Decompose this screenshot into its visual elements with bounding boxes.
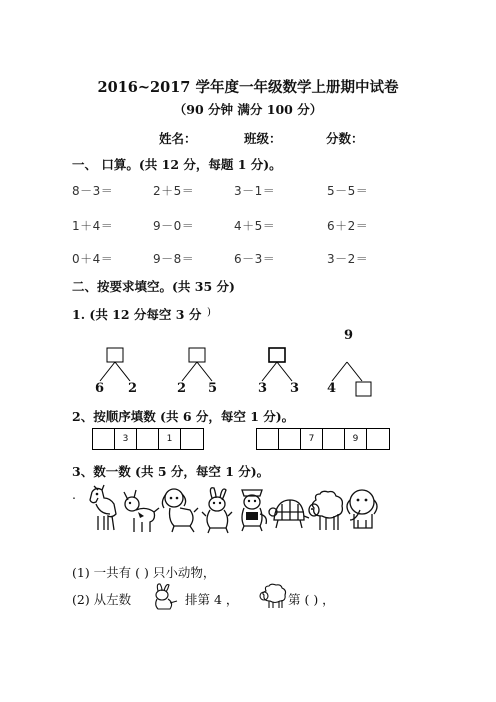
tree3-top-answer-box[interactable] xyxy=(269,348,285,362)
rabbit-icon xyxy=(200,486,234,534)
small-rabbit-icon xyxy=(150,583,180,611)
question3-label: 3、数一数 (共 5 分，每空 1 分)。 xyxy=(72,464,270,479)
sequence-cell[interactable]: 1 xyxy=(159,429,181,449)
section2-heading: 二、按要求填空。(共 35 分) xyxy=(72,279,235,294)
question1-label: 1. (共 12 分每空 3 分 xyxy=(72,307,202,322)
arithmetic-problem: 0＋4＝ xyxy=(72,252,114,266)
question3-sub1: (1) 一共有 ( ) 只小动物， xyxy=(72,565,216,580)
arithmetic-problem: 8－3＝ xyxy=(72,184,114,198)
arithmetic-problem: 9－8＝ xyxy=(153,252,195,266)
arithmetic-problem: 6＋2＝ xyxy=(327,219,369,233)
number-sequence-row2 xyxy=(256,428,390,450)
arithmetic-problem: 3－1＝ xyxy=(234,184,276,198)
tree2-left-number: 2 xyxy=(177,381,187,396)
tree1-right-number: 2 xyxy=(128,381,138,396)
tree2-right-number: 5 xyxy=(208,381,218,396)
stray-dot: . xyxy=(72,487,76,502)
sequence-cell[interactable]: 7 xyxy=(301,429,323,449)
tree2-top-answer-box[interactable] xyxy=(189,348,205,362)
sequence-cell[interactable] xyxy=(181,429,203,449)
sheep-icon xyxy=(306,490,346,532)
sequence-cell[interactable] xyxy=(137,429,159,449)
sequence-cell[interactable] xyxy=(257,429,279,449)
question3-sub2-prefix: (2) 从左数 xyxy=(72,592,132,607)
tree1-top-answer-box[interactable] xyxy=(107,348,123,362)
dog-icon xyxy=(160,486,200,534)
name-label: 姓名： xyxy=(159,131,197,146)
turtle-icon xyxy=(268,494,310,532)
tree3-left-number: 3 xyxy=(258,381,268,396)
tree1-left-number: 6 xyxy=(95,381,105,396)
question3-sub2-middle: 排第 4 ， xyxy=(185,592,239,607)
arithmetic-problem: 4＋5＝ xyxy=(234,219,276,233)
arithmetic-problem: 6－3＝ xyxy=(234,252,276,266)
question3-sub2-suffix: 第 ( ) ， xyxy=(288,592,335,607)
section1-heading: 一、 口算。(共 12 分，每题 1 分)。 xyxy=(72,157,282,172)
tree3-right-number: 3 xyxy=(290,381,300,396)
class-label: 班级： xyxy=(244,131,282,146)
elephant-icon xyxy=(344,486,380,532)
arithmetic-problem: 3－2＝ xyxy=(327,252,369,266)
tree4-top-number: 9 xyxy=(344,328,354,343)
small-sheep-icon xyxy=(258,583,288,609)
sequence-cell[interactable] xyxy=(279,429,301,449)
arithmetic-problem: 5－5＝ xyxy=(327,184,369,198)
tree4-left-number: 4 xyxy=(327,381,337,396)
sequence-cell[interactable] xyxy=(367,429,389,449)
tree4-right-answer-box[interactable] xyxy=(356,382,371,396)
arithmetic-problem: 1＋4＝ xyxy=(72,219,114,233)
question1-close-paren: ) xyxy=(207,307,211,318)
exam-duration-and-total: （90 分钟 满分 100 分） xyxy=(173,102,323,117)
monkey-icon xyxy=(234,484,270,532)
sequence-cell[interactable] xyxy=(93,429,115,449)
sequence-cell[interactable] xyxy=(323,429,345,449)
horse-icon xyxy=(86,484,122,532)
number-sequence-row1 xyxy=(92,428,204,450)
sequence-cell[interactable]: 3 xyxy=(115,429,137,449)
sequence-cell[interactable]: 9 xyxy=(345,429,367,449)
arithmetic-problem: 9－0＝ xyxy=(153,219,195,233)
arithmetic-problem: 2＋5＝ xyxy=(153,184,195,198)
mule-icon xyxy=(120,490,160,534)
question2-label: 2、按顺序填数 (共 6 分，每空 1 分)。 xyxy=(72,409,295,424)
page-title: 2016~2017 学年度一年级数学上册期中试卷 xyxy=(97,79,399,96)
score-label: 分数： xyxy=(326,131,364,146)
